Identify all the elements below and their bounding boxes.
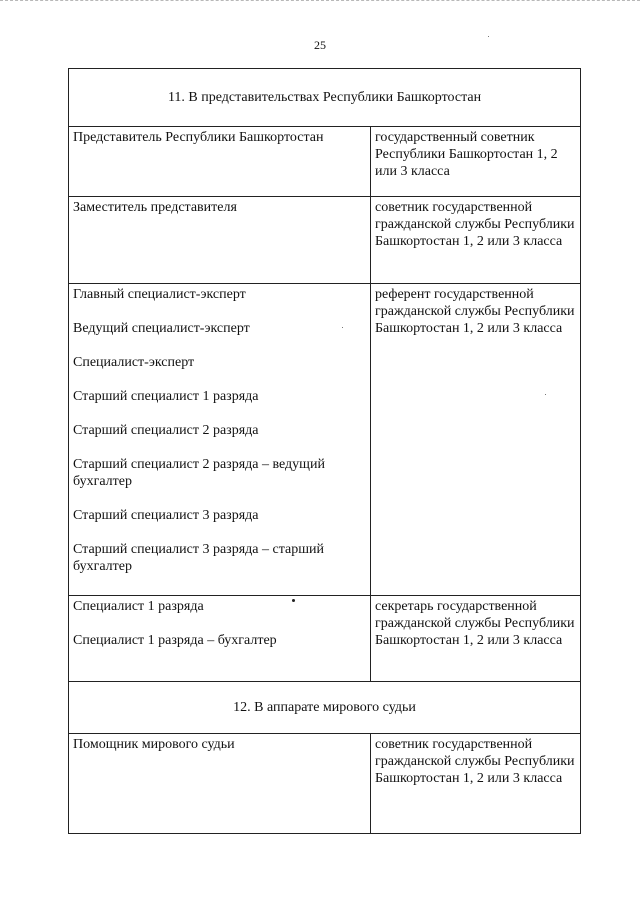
position-name: Заместитель представителя [73,200,237,215]
page-number: 25 [314,38,326,52]
position-name: Специалист 1 разряда – бухгалтер [73,633,277,648]
position-name: Главный специалист-эксперт [73,287,246,302]
table-row [69,127,581,197]
position-name: Старший специалист 3 разряда [73,508,259,523]
class-rank-cell: советник государственной гражданской службы Республики Башкортостан 1, 2 или 3 класса [371,734,581,834]
position-name: Старший специалист 2 разряда [73,423,259,438]
position-name: Специалист 1 разряда [73,599,204,614]
scan-speck [342,327,343,328]
class-rank-cell: секретарь государственной гражданской службы Республики Башкортостан 1, 2 или 3 класса [371,596,581,682]
position-name: Старший специалист 3 разряда – старший бухгалтер [73,542,324,574]
position-cell [69,596,371,682]
table-row [69,596,581,682]
scan-speck [545,394,546,395]
section-title: 11. В представительствах Республики Башкортостан [69,69,581,127]
positions-table [68,68,581,834]
position-name: Старший специалист 1 разряда [73,389,259,404]
table-row [69,734,581,834]
class-rank-cell: государственный советник Республики Башкортостан 1, 2 или 3 класса [371,127,581,197]
scan-dot [292,599,295,602]
position-cell [69,284,371,596]
position-cell [69,127,371,197]
table-row [69,284,581,596]
table-row [69,197,581,284]
position-name: Старший специалист 2 разряда – ведущий бухгалтер [73,457,325,489]
top-scan-edge [0,0,640,3]
class-rank-cell: референт государственной гражданской службы Республики Башкортостан 1, 2 или 3 класса [371,284,581,596]
position-name: Помощник мирового судьи [73,737,235,752]
class-rank-cell: советник государственной гражданской службы Республики Башкортостан 1, 2 или 3 класса [371,197,581,284]
section-title: 12. В аппарате мирового судьи [69,682,581,734]
position-cell [69,734,371,834]
section-header-row [69,682,581,734]
section-header-row [69,69,581,127]
position-name: Специалист-эксперт [73,355,195,370]
position-name: Представитель Республики Башкортостан [73,130,324,145]
scan-speck [488,36,489,37]
position-cell [69,197,371,284]
position-name: Ведущий специалист-эксперт [73,321,250,336]
